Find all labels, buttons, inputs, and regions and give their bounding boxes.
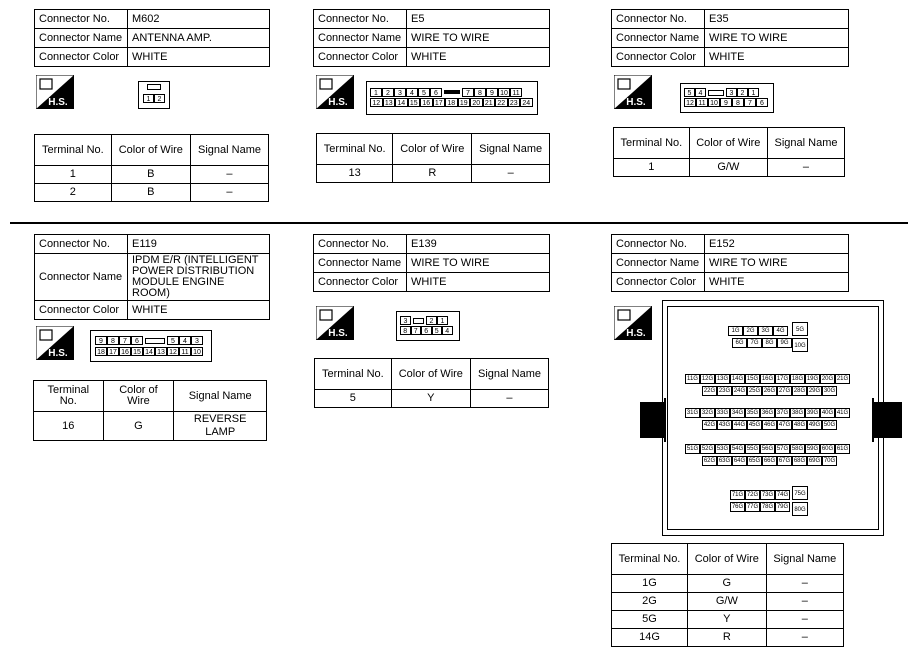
connector-color: WHITE: [705, 48, 849, 67]
connector-e5-info: [313, 9, 550, 67]
pin: 48G: [793, 422, 806, 428]
label: Connector Color: [314, 273, 407, 292]
terminal-no: 1G: [612, 575, 688, 593]
connector-name: WIRE TO WIRE: [407, 254, 550, 273]
pin: 17G: [776, 376, 789, 382]
pin: 4: [179, 336, 191, 345]
pin: 56G: [761, 446, 774, 452]
label: Connector No.: [35, 235, 128, 254]
hs-label: H.S.: [328, 97, 348, 108]
connector-face-e119: [90, 330, 212, 362]
pin: 26G: [763, 388, 776, 394]
terminal-no: 5G: [612, 611, 688, 629]
table-row: [612, 629, 844, 647]
pin: 7: [411, 326, 422, 335]
connector-name: WIRE TO WIRE: [705, 254, 849, 273]
pin: 6: [756, 98, 768, 107]
key-slot-mark: [708, 90, 724, 96]
connector-no: E139: [407, 235, 550, 254]
pin: 1: [143, 94, 154, 103]
connector-no: E152: [705, 235, 849, 254]
pin: 72G: [746, 492, 759, 498]
pin: 20: [470, 98, 483, 107]
pin: 5: [684, 88, 695, 97]
pin: 79G: [776, 504, 789, 510]
pin: 28G: [793, 388, 806, 394]
pin: 9G: [777, 338, 792, 348]
wire-color: G: [688, 575, 767, 593]
col-color-of-wire: Color of Wire: [391, 359, 470, 390]
col-signal-name: Signal Name: [766, 544, 843, 575]
pin: 5: [167, 336, 179, 345]
pin: 80G: [792, 502, 808, 516]
pin: 73G: [761, 492, 774, 498]
label: Connector Name: [35, 254, 128, 301]
col-color-of-wire: Color of Wire: [111, 135, 190, 166]
col-signal-name: Signal Name: [470, 359, 548, 390]
pin: 15G: [746, 376, 759, 382]
hs-label: H.S.: [626, 328, 646, 339]
pin: 17: [433, 98, 446, 107]
col-terminal-no: Terminal No.: [34, 381, 104, 412]
pin: 15: [131, 347, 143, 356]
pin: 6: [430, 88, 442, 97]
pin: 46G: [763, 422, 776, 428]
signal-name: –: [472, 165, 550, 183]
pin: 24G: [733, 388, 746, 394]
connector-e119-info: [34, 234, 270, 320]
pin: 33G: [716, 410, 729, 416]
label: Connector No.: [612, 235, 705, 254]
pin: 19G: [806, 376, 819, 382]
table-row: [317, 165, 550, 183]
pin: 44G: [733, 422, 746, 428]
col-signal-name: Signal Name: [767, 128, 844, 159]
table-row: [35, 166, 269, 184]
pin: 19: [458, 98, 471, 107]
pin: 3: [400, 316, 411, 325]
hs-label: H.S.: [626, 97, 646, 108]
pin: 1: [437, 316, 448, 325]
label: Connector Color: [314, 48, 407, 67]
pin: 74G: [776, 492, 789, 498]
key-slot-mark: [413, 318, 424, 324]
pin: 59G: [806, 446, 819, 452]
pin: 39G: [806, 410, 819, 416]
pin: 11G: [685, 374, 700, 384]
pin: 75G: [792, 486, 808, 500]
wire-color: B: [111, 184, 190, 202]
label: Connector Color: [35, 48, 128, 67]
connector-color: WHITE: [407, 273, 550, 292]
harness-side-icon: [316, 75, 354, 109]
connector-color: WHITE: [128, 301, 270, 320]
label: Connector No.: [612, 10, 705, 29]
pin: 8G: [762, 338, 777, 348]
pin: 11: [510, 88, 522, 97]
pin: 66G: [763, 458, 776, 464]
signal-name: –: [767, 159, 844, 177]
connector-e139-info: [313, 234, 550, 292]
label: Connector No.: [314, 10, 407, 29]
pin: 2: [382, 88, 394, 97]
table-row: [612, 611, 844, 629]
signal-name: –: [766, 593, 843, 611]
pin: 49G: [808, 422, 821, 428]
connector-face-e152: [636, 300, 906, 536]
pin: 30G: [823, 388, 836, 394]
label: Connector No.: [35, 10, 128, 29]
col-color-of-wire: Color of Wire: [393, 134, 472, 165]
connector-color: WHITE: [128, 48, 270, 67]
pin: 77G: [746, 504, 759, 510]
wire-color: R: [688, 629, 767, 647]
pin: 4: [406, 88, 418, 97]
connector-m602-info: [34, 9, 270, 67]
signal-name: –: [766, 575, 843, 593]
terminal-no: 14G: [612, 629, 688, 647]
hs-label: H.S.: [48, 97, 68, 108]
pin: 17: [107, 347, 119, 356]
pin: 60G: [821, 446, 834, 452]
pin: 55G: [746, 446, 759, 452]
pin: 12G: [701, 376, 714, 382]
connector-e152-info: [611, 234, 849, 292]
pin: 1: [748, 88, 759, 97]
pin: 9: [720, 98, 732, 107]
pin: 2: [426, 316, 437, 325]
signal-name: REVERSE LAMP: [174, 412, 267, 441]
pin: 18: [445, 98, 458, 107]
pin: 16: [119, 347, 131, 356]
connector-name: WIRE TO WIRE: [705, 29, 849, 48]
pin: 2: [737, 88, 748, 97]
col-color-of-wire: Color of Wire: [103, 381, 174, 412]
terminal-no: 16: [34, 412, 104, 441]
connector-face-e35: [680, 83, 774, 113]
connector-no: E35: [705, 10, 849, 29]
pin: 45G: [748, 422, 761, 428]
col-terminal-no: Terminal No.: [612, 544, 688, 575]
connector-no: E5: [407, 10, 550, 29]
pin: 8: [107, 336, 119, 345]
label: Connector No.: [314, 235, 407, 254]
col-terminal-no: Terminal No.: [614, 128, 690, 159]
key-slot: [411, 316, 426, 325]
pin: 12: [167, 347, 179, 356]
pin: 42G: [703, 422, 716, 428]
pin: 23G: [718, 388, 731, 394]
pin: 21: [483, 98, 496, 107]
pin: 8: [474, 88, 486, 97]
pin: 53G: [716, 446, 729, 452]
pin: 52G: [701, 446, 714, 452]
pin: 57G: [776, 446, 789, 452]
key-slot-mark: [145, 338, 165, 344]
col-signal-name: Signal Name: [472, 134, 550, 165]
pin: 5: [418, 88, 430, 97]
pin: 76G: [731, 504, 744, 510]
pin: 2G: [743, 326, 758, 336]
pin: 62G: [703, 458, 716, 464]
pin: 18G: [791, 376, 804, 382]
pin: 4: [442, 326, 453, 335]
connector-face-m602: [138, 81, 170, 109]
pin: 10: [498, 88, 510, 97]
pin: 13: [155, 347, 167, 356]
pin: 47G: [778, 422, 791, 428]
table-row: [35, 184, 269, 202]
pin: 22: [495, 98, 508, 107]
col-terminal-no: Terminal No.: [35, 135, 112, 166]
pin: 65G: [748, 458, 761, 464]
pin: 8: [732, 98, 744, 107]
connector-face-e139: [396, 311, 460, 341]
pin: 25G: [748, 388, 761, 394]
connector-e35-info: [611, 9, 849, 67]
label: Connector Name: [612, 29, 705, 48]
pin: 43G: [718, 422, 731, 428]
terminal-no: 13: [317, 165, 393, 183]
pin: 18: [95, 347, 107, 356]
table-row: [612, 593, 844, 611]
pin: 13: [383, 98, 396, 107]
col-terminal-no: Terminal No.: [315, 359, 392, 390]
hs-label: H.S.: [328, 328, 348, 339]
label: Connector Color: [612, 273, 705, 292]
harness-side-icon: [316, 306, 354, 340]
hs-label: H.S.: [48, 348, 68, 359]
harness-side-icon: [614, 75, 652, 109]
pin: 20G: [821, 376, 834, 382]
pin: 14: [143, 347, 155, 356]
pin: 29G: [808, 388, 821, 394]
connector-name: ANTENNA AMP.: [128, 29, 270, 48]
pin: 54G: [731, 446, 744, 452]
table-row: [34, 412, 267, 441]
connector-no: E119: [128, 235, 270, 254]
pin: 22G: [703, 388, 716, 394]
terminal-table-m602: [34, 134, 269, 202]
connector-color: WHITE: [407, 48, 550, 67]
label: Connector Color: [35, 301, 128, 320]
pin: 50G: [823, 422, 836, 428]
pin: 3G: [758, 326, 773, 336]
terminal-table-e35: [613, 127, 845, 177]
connector-name: WIRE TO WIRE: [407, 29, 550, 48]
pin: 5: [432, 326, 443, 335]
pin: 24: [520, 98, 533, 107]
harness-side-icon: [36, 326, 74, 360]
pin: 68G: [793, 458, 806, 464]
pin: 64G: [733, 458, 746, 464]
pin: 16G: [761, 376, 774, 382]
pin: 16: [420, 98, 433, 107]
terminal-no: 5: [315, 390, 392, 408]
signal-name: –: [766, 629, 843, 647]
pin: 11: [696, 98, 708, 107]
pin: 41G: [836, 410, 849, 416]
pin: 9: [95, 336, 107, 345]
label: Connector Name: [35, 29, 128, 48]
col-color-of-wire: Color of Wire: [688, 544, 767, 575]
pin: 3: [726, 88, 737, 97]
pin: 37G: [776, 410, 789, 416]
pin: 23: [508, 98, 521, 107]
pin: 38G: [791, 410, 804, 416]
pin: 70G: [823, 458, 836, 464]
pin: 34G: [731, 410, 744, 416]
pin: 15: [408, 98, 421, 107]
terminal-no: 1: [35, 166, 112, 184]
pin: 1: [370, 88, 382, 97]
col-terminal-no: Terminal No.: [317, 134, 393, 165]
pin: 7G: [747, 338, 762, 348]
wire-color: B: [111, 166, 190, 184]
pin: 21G: [836, 376, 849, 382]
pin: 8: [400, 326, 411, 335]
col-color-of-wire: Color of Wire: [689, 128, 767, 159]
table-row: [612, 575, 844, 593]
terminal-table-e119: [33, 380, 267, 441]
connector-no: M602: [128, 10, 270, 29]
pin: 3: [191, 336, 203, 345]
label: Connector Name: [314, 254, 407, 273]
pin: 67G: [778, 458, 791, 464]
pin: 9: [486, 88, 498, 97]
pin: 11: [179, 347, 191, 356]
pin: 51G: [686, 446, 699, 452]
connector-color: WHITE: [705, 273, 849, 292]
signal-name: –: [190, 166, 268, 184]
terminal-table-e152: [611, 543, 844, 647]
pin: 6G: [732, 338, 747, 348]
pin: 2: [154, 94, 165, 103]
pin: 61G: [836, 446, 849, 452]
section-divider: [10, 222, 908, 224]
signal-name: –: [470, 390, 548, 408]
signal-name: –: [190, 184, 268, 202]
key-slot-mark: [444, 90, 460, 94]
pin: 10: [708, 98, 720, 107]
label: Connector Color: [612, 48, 705, 67]
pin: 4G: [773, 326, 788, 336]
wire-color: Y: [391, 390, 470, 408]
pin: 31G: [686, 410, 699, 416]
pin: 4: [695, 88, 706, 97]
pin: 14G: [731, 376, 744, 382]
pin: 7: [119, 336, 131, 345]
key-slot: [706, 88, 726, 97]
pin: 1G: [728, 326, 743, 336]
pin: 32G: [701, 410, 714, 416]
connector-name: IPDM E/R (INTELLIGENT POWER DISTRIBUTION MODULE ENGINE ROOM): [128, 254, 270, 301]
key-slot: [442, 88, 462, 97]
pin: 27G: [778, 388, 791, 394]
pin: 5G: [792, 322, 808, 336]
wire-color: G/W: [688, 593, 767, 611]
connector-face-e5: [366, 81, 538, 115]
label: Connector Name: [314, 29, 407, 48]
pin: 14: [395, 98, 408, 107]
pin: 35G: [746, 410, 759, 416]
pin: 40G: [821, 410, 834, 416]
terminal-table-e139: [314, 358, 549, 408]
wire-color: G: [103, 412, 174, 441]
pin: 13G: [716, 376, 729, 382]
label: Connector Name: [612, 254, 705, 273]
pin: 7: [744, 98, 756, 107]
pin: 7: [462, 88, 474, 97]
pin: 12: [370, 98, 383, 107]
harness-side-icon: [36, 75, 74, 109]
table-row: [315, 390, 549, 408]
wire-color: Y: [688, 611, 767, 629]
pin: 69G: [808, 458, 821, 464]
wire-color: R: [393, 165, 472, 183]
pin: 36G: [761, 410, 774, 416]
pin: 10G: [792, 338, 808, 352]
table-row: [614, 159, 845, 177]
pin: 58G: [791, 446, 804, 452]
terminal-no: 2: [35, 184, 112, 202]
pin: 6: [421, 326, 432, 335]
pin: 78G: [761, 504, 774, 510]
pin: 6: [131, 336, 143, 345]
col-signal-name: Signal Name: [190, 135, 268, 166]
pin: 63G: [718, 458, 731, 464]
pin: 3: [394, 88, 406, 97]
wire-color: G/W: [689, 159, 767, 177]
pin: 10: [191, 347, 203, 356]
pin: 12: [684, 98, 696, 107]
terminal-no: 1: [614, 159, 690, 177]
signal-name: –: [766, 611, 843, 629]
terminal-table-e5: [316, 133, 550, 183]
pin: 71G: [731, 492, 744, 498]
key-slot: [143, 336, 167, 345]
terminal-no: 2G: [612, 593, 688, 611]
col-signal-name: Signal Name: [174, 381, 267, 412]
